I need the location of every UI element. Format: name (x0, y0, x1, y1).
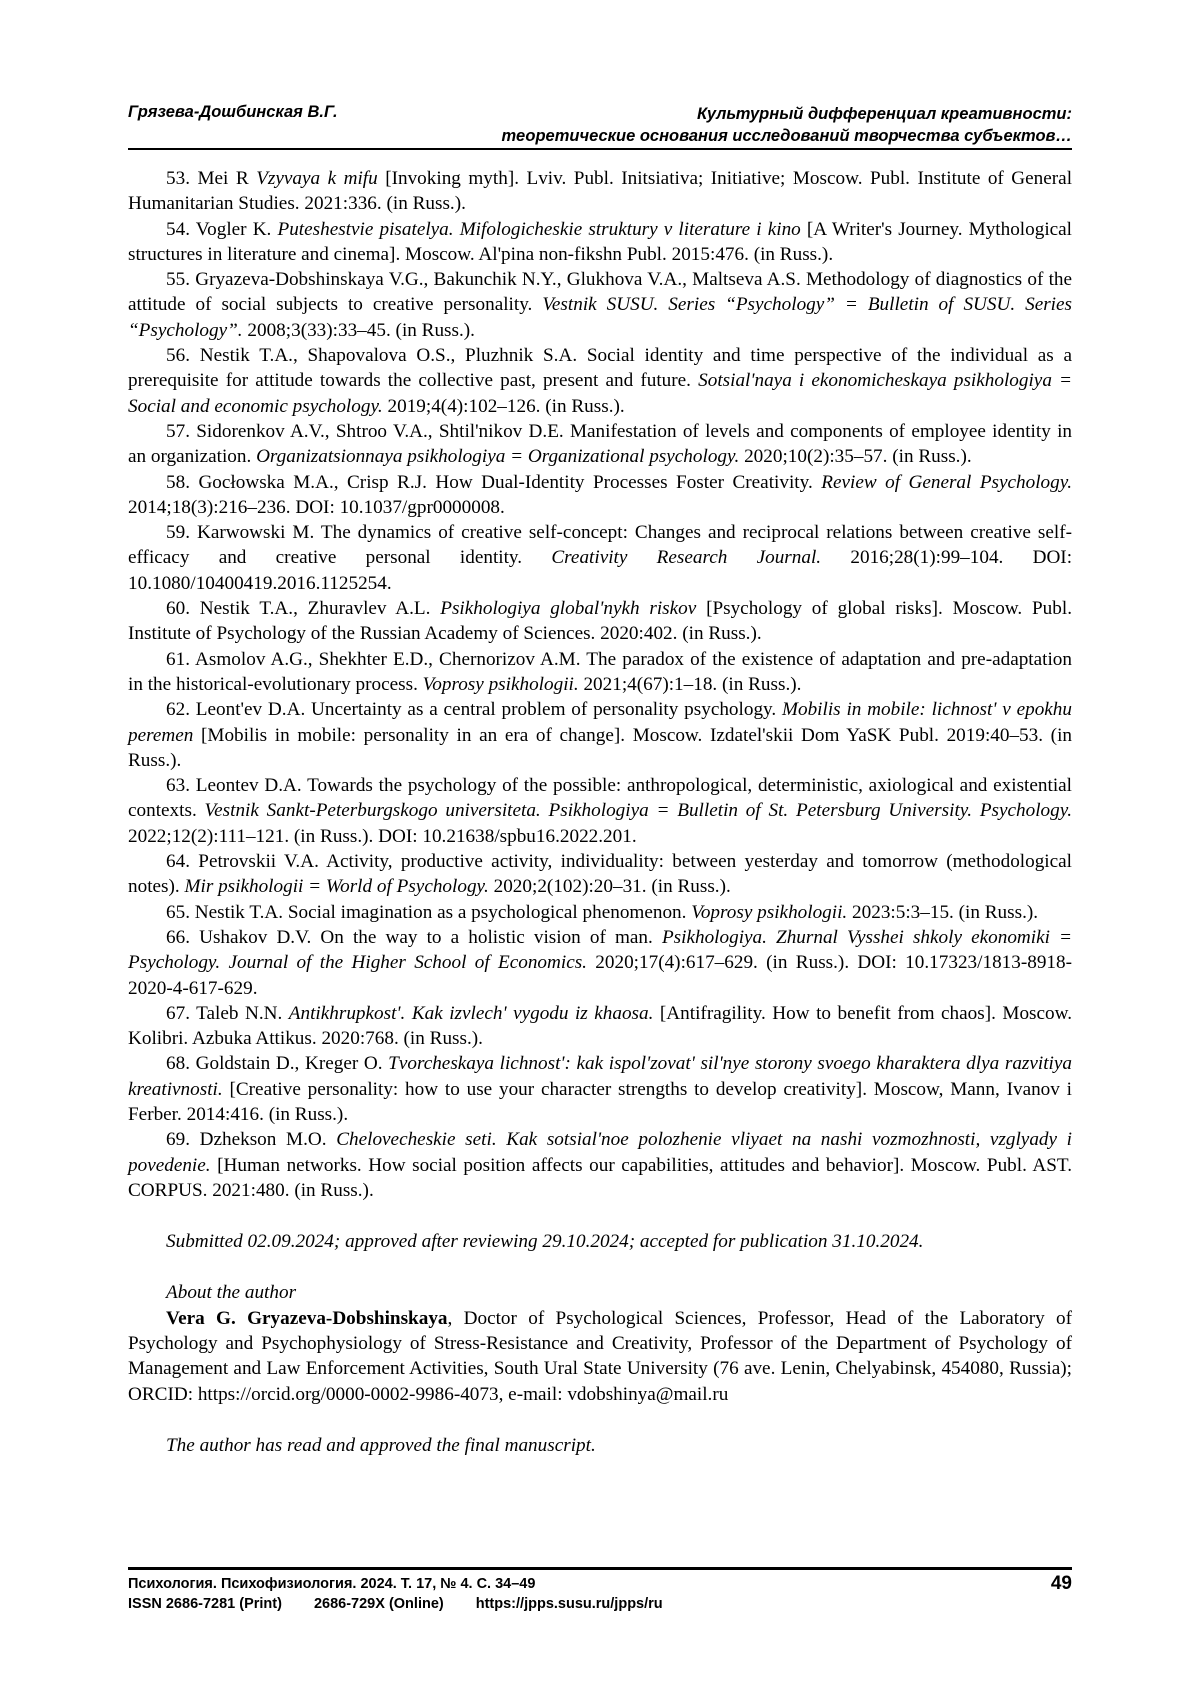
header-author: Грязева-Дошбинская В.Г. (128, 103, 338, 122)
reference-text: Nestik T.A., Shapovalova O.S., Pluzhnik S.A. Social identity and time perspective of the individual as a prerequisite for attitude towards the collective past, present and future. (128, 345, 1072, 391)
reference-details: [Mobilis in mobile: personality in an era of change]. Moscow. Izdatel'skii Dom YaSK Publ. 2019:40–53. (in Russ.). (128, 725, 1072, 771)
reference-text: Gryazeva-Dobshinskaya V.G., Bakunchik N.Y., Glukhova V.A., Maltseva A.S. Methodology of diagnostics of the attitude of social subjects to creative personality. (128, 269, 1072, 315)
reference-list (128, 166, 1072, 1203)
reference-source: Voprosy psikhologii. (691, 902, 847, 923)
reference-number: 55. (166, 269, 190, 290)
reference-number: 58. (166, 472, 190, 493)
reference-number: 67. (166, 1003, 190, 1024)
reference-source: Psikhologiya. Zhurnal Vysshei shkoly ekonomiki = Psychology. Journal of the Higher School of Economics. (128, 927, 1072, 973)
reference-item (128, 647, 1072, 698)
reference-source: Chelovecheskie seti. Kak sotsial'noe polozhenie vliyaet na nashi vozmozhnosti, vzglyady i povedenie. (128, 1129, 1072, 1175)
reference-text: Nestik T.A., Zhuravlev A.L. (200, 598, 431, 619)
reference-text: Leont'ev D.A. Uncertainty as a central problem of personality psychology. (196, 699, 776, 720)
reference-details: 2023:5:3–15. (in Russ.). (852, 902, 1038, 923)
reference-text: Sidorenkov A.V., Shtroo V.A., Shtil'nikov D.E. Manifestation of levels and components of employee identity in an organization. (128, 421, 1072, 467)
submission-dates: Submitted 02.09.2024; approved after reviewing 29.10.2024; accepted for publication 31.10.2024. (128, 1229, 1072, 1254)
footer-issn-line (128, 1594, 1072, 1614)
reference-details: 2021;4(67):1–18. (in Russ.). (583, 674, 801, 695)
reference-number: 65. (166, 902, 190, 923)
reference-details: [A Writer's Journey. Mythological structures in literature and cinema]. Moscow. Al'pina non-fikshn Publ. 2015:476. (in Russ.). (128, 219, 1072, 265)
reference-text: Asmolov A.G., Shekhter E.D., Chernorizov A.M. The paradox of the existence of adaptation and pre-adaptation in the historical-evolutionary process. (128, 649, 1072, 695)
reference-details: 2008;3(33):33–45. (in Russ.). (247, 320, 475, 341)
reference-number: 61. (166, 649, 190, 670)
reference-source: Vestnik Sankt-Peterburgskogo universiteta. Psikhologiya = Bulletin of St. Petersburg University. Psychology. (205, 800, 1072, 821)
page-number: 49 (1051, 1574, 1072, 1594)
reference-source: Organizatsionnaya psikhologiya = Organizational psychology. (256, 446, 739, 467)
reference-details: 2019;4(4):102–126. (in Russ.). (388, 396, 625, 417)
reference-source: Vzyvaya k mifu (256, 168, 378, 189)
reference-item (128, 900, 1072, 925)
reference-text: Taleb N.N. (196, 1003, 282, 1024)
author-name: Vera G. Gryazeva-Dobshinskaya (166, 1308, 448, 1329)
reference-details: [Psychology of global risks]. Moscow. Publ. Institute of Psychology of the Russian Academy of Sciences. 2020:402. (in Russ.). (128, 598, 1072, 644)
reference-details: [Creative personality: how to use your character strengths to develop creativity]. Moscow, Mann, Ivanov i Ferber. 2014:416. (in Russ.). (128, 1079, 1072, 1125)
reference-source: Mobilis in mobile: lichnost' v epokhu peremen (128, 699, 1072, 745)
reference-text: Nestik T.A. Social imagination as a psychological phenomenon. (195, 902, 687, 923)
reference-details: [Antifragility. How to benefit from chaos]. Moscow. Kolibri. Azbuka Attikus. 2020:768. (in Russ.). (128, 1003, 1072, 1049)
reference-item (128, 849, 1072, 900)
reference-source: Creativity Research Journal. (551, 547, 821, 568)
reference-item (128, 470, 1072, 521)
reference-item (128, 773, 1072, 849)
header-title-line2: теоретические основания исследований творчества субъектов… (502, 125, 1072, 147)
reference-item (128, 419, 1072, 470)
reference-item (128, 343, 1072, 419)
reference-number: 57. (166, 421, 190, 442)
reference-item (128, 1127, 1072, 1203)
reference-number: 68. (166, 1053, 190, 1074)
reference-number: 66. (166, 927, 190, 948)
reference-text: Petrovskii V.A. Activity, productive activity, individuality: between yesterday and tomorrow (methodological notes). (128, 851, 1072, 897)
footer-url: https://jpps.susu.ru/jpps/ru (476, 1596, 663, 1612)
reference-number: 63. (166, 775, 190, 796)
reference-number: 54. (166, 219, 190, 240)
reference-item (128, 1051, 1072, 1127)
reference-item (128, 166, 1072, 217)
reference-source: Review of General Psychology. (821, 472, 1072, 493)
reference-text: Goldstain D., Kreger O. (196, 1053, 383, 1074)
reference-text: Vogler K. (196, 219, 272, 240)
reference-item (128, 1001, 1072, 1052)
reference-number: 56. (166, 345, 190, 366)
approval-statement: The author has read and approved the final manuscript. (128, 1433, 1072, 1458)
reference-details: 2016;28(1):99–104. DOI: 10.1080/10400419.2016.1125254. (128, 547, 1072, 593)
reference-number: 59. (166, 522, 190, 543)
reference-number: 60. (166, 598, 190, 619)
header-rule (128, 148, 1072, 150)
reference-number: 62. (166, 699, 190, 720)
header-title-line1: Культурный дифференциал креативности: (502, 103, 1072, 125)
reference-source: Mir psikhologii = World of Psychology. (185, 876, 489, 897)
reference-number: 69. (166, 1129, 190, 1150)
reference-details: [Human networks. How social position affects our capabilities, attitudes and behavior]. Moscow. Publ. AST. CORPUS. 2021:480. (in Russ.). (128, 1155, 1072, 1201)
reference-text: Karwowski M. The dynamics of creative self-concept: Changes and reciprocal relations between creative self-efficacy and creative personal identity. (128, 522, 1072, 568)
reference-number: 53. (166, 168, 190, 189)
footer-issn-online: 2686-729X (Online) (314, 1596, 444, 1612)
reference-source: Sotsial'naya i ekonomicheskaya psikhologiya = Social and economic psychology. (128, 370, 1072, 416)
reference-source: Voprosy psikhologii. (423, 674, 579, 695)
reference-details: 2020;2(102):20–31. (in Russ.). (494, 876, 731, 897)
about-author-text (128, 1306, 1072, 1407)
reference-item (128, 925, 1072, 1001)
header-title (502, 103, 1072, 147)
about-author-label: About the author (128, 1280, 1072, 1305)
article-body (128, 166, 1072, 1458)
reference-item (128, 267, 1072, 343)
reference-item (128, 217, 1072, 268)
footer-rule (128, 1567, 1072, 1570)
reference-source: Tvorcheskaya lichnost': kak ispol'zovat' sil'nye storony svoego kharaktera dlya razvitiya kreativnosti. (128, 1053, 1072, 1099)
reference-details: 2022;12(2):111–121. (in Russ.). DOI: 10.21638/spbu16.2022.201. (128, 826, 637, 847)
reference-source: Puteshestvie pisatelya. Mifologicheskie struktury v literature i kino (277, 219, 800, 240)
reference-item (128, 697, 1072, 773)
reference-text: Mei R (197, 168, 248, 189)
footer-issn-print: ISSN 2686-7281 (Print) (128, 1596, 282, 1612)
page-footer (128, 1574, 1072, 1614)
reference-number: 64. (166, 851, 190, 872)
reference-details: 2020;10(2):35–57. (in Russ.). (744, 446, 972, 467)
reference-text: Leontev D.A. Towards the psychology of the possible: anthropological, deterministic, axiological and existential contexts. (128, 775, 1072, 821)
footer-journal: Психология. Психофизиология. 2024. Т. 17, № 4. С. 34–49 (128, 1574, 1072, 1594)
reference-item (128, 596, 1072, 647)
reference-details: 2014;18(3):216–236. DOI: 10.1037/gpr0000008. (128, 497, 505, 518)
reference-text: Gocłowska M.A., Crisp R.J. How Dual-Identity Processes Foster Creativity. (198, 472, 812, 493)
page (0, 0, 1200, 1697)
reference-item (128, 520, 1072, 596)
reference-details: 2020;17(4):617–629. (in Russ.). DOI: 10.17323/1813-8918-2020-4-617-629. (128, 952, 1072, 998)
reference-text: Dzhekson M.O. (200, 1129, 327, 1150)
author-bio: , Doctor of Psychological Sciences, Professor, Head of the Laboratory of Psychology and Psychophysiology of Stress-Resistance and Creativity, Professor of the Department of Psychology of Management and Law Enforcement Activities, South Ural State University (76 ave. Lenin, Chelyabinsk, 454080, Russia); ORCID: https://orcid.org/0000-0002-9986-4073, e-mail: vdobshinya@mail.ru (128, 1308, 1072, 1405)
reference-source: Vestnik SUSU. Series “Psychology” = Bulletin of SUSU. Series “Psychology”. (128, 294, 1072, 340)
reference-text: Ushakov D.V. On the way to a holistic vision of man. (199, 927, 653, 948)
reference-source: Antikhrupkost'. Kak izvlech' vygodu iz khaosa. (289, 1003, 654, 1024)
reference-details: [Invoking myth]. Lviv. Publ. Initsiativa; Initiative; Moscow. Publ. Institute of General Humanitarian Studies. 2021:336. (in Russ.). (128, 168, 1072, 214)
reference-source: Psikhologiya global'nykh riskov (440, 598, 696, 619)
